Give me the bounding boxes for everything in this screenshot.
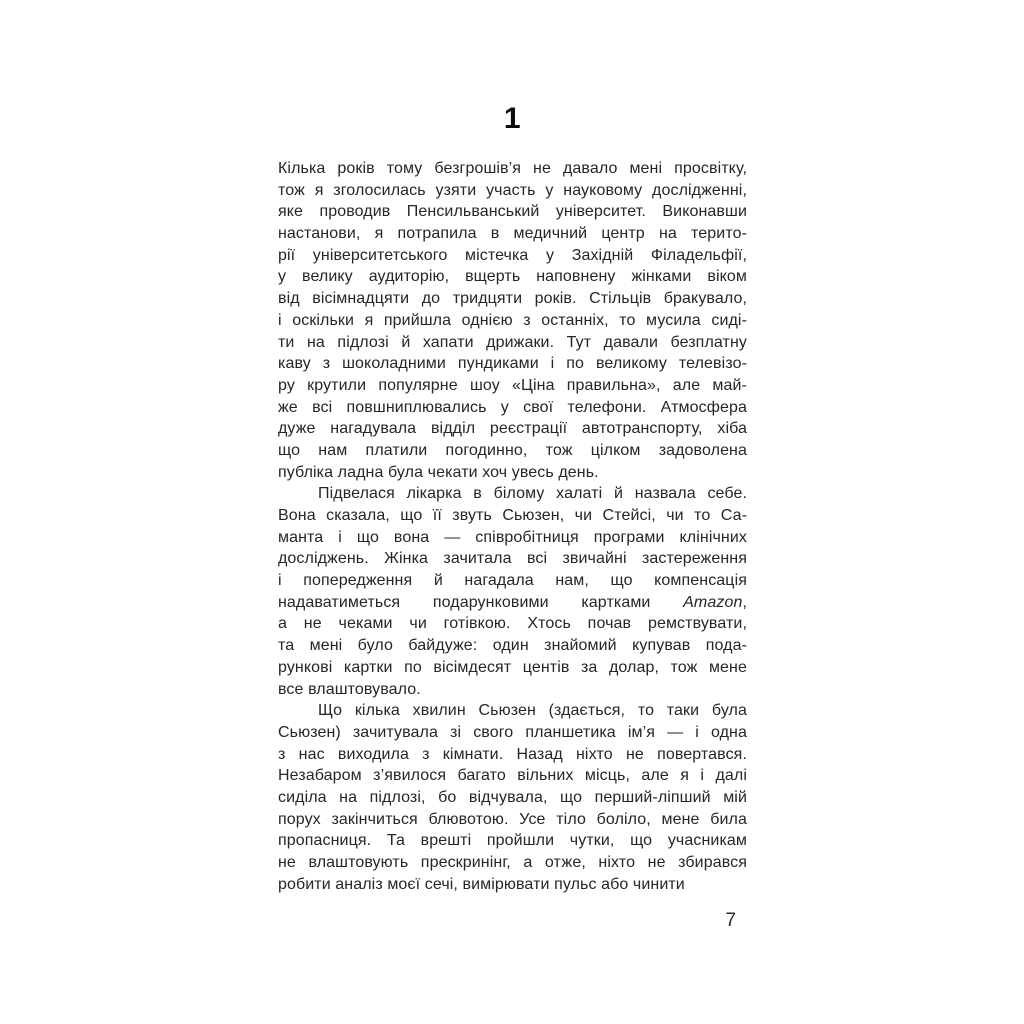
text-line: рії університетського містечка у Західній Філадельфії, xyxy=(278,246,747,264)
text-line: не влаштовують прескринінг, а отже, ніхто не збирався xyxy=(278,854,747,871)
text-line: досліджень. Жінка зачитала всі звичайні застереження xyxy=(278,550,747,568)
text-line: Сьюзен) зачитувала зі свого планшетика ім’я — і одна xyxy=(278,723,747,741)
text-line: з нас виходила з кімнати. Назад ніхто не повертався. xyxy=(278,745,747,763)
text-line: тож я зголосилась узяти участь у науковому дослідженні, xyxy=(278,181,747,199)
text-line: Що кілька хвилин Сьюзен (здається, то таки була xyxy=(318,702,747,720)
text-line: а не чеками чи готівкою. Хтось почав ремствувати, xyxy=(278,615,747,633)
text-line: дуже нагадувала відділ реєстрації автотранспорту, хіба xyxy=(278,420,747,438)
text-line: яке проводив Пенсильванський університет. Виконавши xyxy=(278,203,747,221)
chapter-number: 1 xyxy=(503,102,522,135)
text-line: у велику аудиторію, вщерть наповнену жінками віком xyxy=(278,268,747,286)
text-line: каву з шоколадними пундиками і по великому телевізо- xyxy=(278,355,747,373)
text-line: рункові картки по вісімдесят центів за долар, тож мене xyxy=(278,658,747,676)
text-line: надаватиметься подарунковими картками Amazon, xyxy=(278,593,747,611)
text-line: і попередження й нагадала нам, що компенсація xyxy=(278,572,747,590)
text-line: же всі повшниплювались у свої телефони. Атмосфера xyxy=(278,398,747,416)
text-line: робити аналіз моєї сечі, вимірювати пульс або чинити xyxy=(278,875,685,893)
text-line: пропасниця. Та врешті пройшли чутки, що учасникам xyxy=(278,832,747,850)
text-line: порух закінчиться блювотою. Усе тіло боліло, мене била xyxy=(278,810,747,828)
text-line: Вона сказала, що її звуть Сьюзен, чи Стейсі, чи то Са- xyxy=(278,507,747,524)
text-line: настанови, я потрапила в медичний центр на терито- xyxy=(278,225,747,243)
italic-text: Amazon xyxy=(683,593,743,611)
text-line: все влаштовувало. xyxy=(278,680,421,698)
text-line: і оскільки я прийшла однією з останніх, то мусила сиді- xyxy=(278,311,747,329)
text-line: Незабаром з’явилося багато вільних місць, але я і далі xyxy=(278,767,747,785)
text-line: публіка ладна була чекати хоч увесь день. xyxy=(278,463,599,481)
text-line: та мені було байдуже: один знайомий купував пода- xyxy=(278,637,747,655)
text-line: сиділа на підлозі, бо відчувала, що перший-ліпший мій xyxy=(278,788,747,806)
text-line: ру крутили популярне шоу «Ціна правильна», але май- xyxy=(278,376,747,394)
page-number: 7 xyxy=(725,910,736,931)
text-line: ти на підлозі й хапати дрижаки. Тут давали безплатну xyxy=(278,333,747,351)
paragraph xyxy=(278,158,747,483)
text-line: що нам платили погодинно, тож цілком задоволена xyxy=(278,441,747,459)
text-block xyxy=(278,158,747,895)
text-line: від вісімнадцяти до тридцяти років. Стільців бракувало, xyxy=(278,290,747,308)
text-line: Підвелася лікарка в білому халаті й назвала себе. xyxy=(318,485,747,503)
text-line: манта і що вона — співробітниця програми клінічних xyxy=(278,528,747,546)
text-line: Кілька років тому безгрошів’я не давало мені просвітку, xyxy=(278,160,747,177)
paragraph xyxy=(278,700,747,895)
paragraph xyxy=(278,483,747,700)
